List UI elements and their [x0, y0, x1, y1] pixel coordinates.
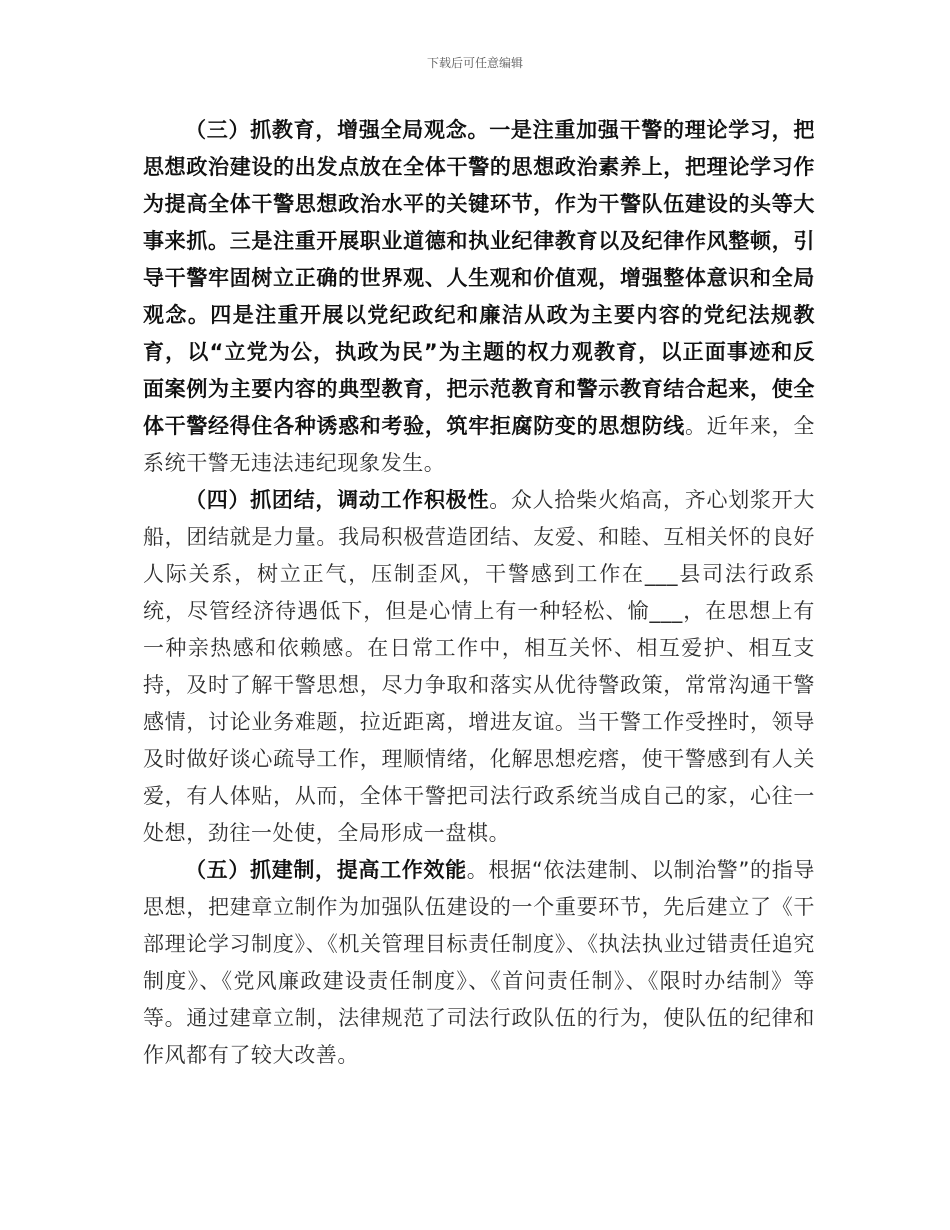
document-body	[143, 112, 815, 1074]
paragraph-education	[143, 112, 815, 482]
page-header-note: 下载后可任意编辑	[426, 56, 523, 70]
paragraph-text: 。众人拾柴火焰高，齐心划浆开大船，团结就是力量。我局积极营造团结、友爱、和睦、互相关怀的良好人际关系，树立正气，压制歪风，干警感到工作在___县司法行政系统，尽管经济待遇低下，但是心情上有一种轻松、愉___，在思想上有一种亲热感和依赖感。在日常工作中，相互关怀、相互爱护、相互支持，及时了解干警思想，尽力争取和落实从优待警政策，常常沟通干警感情，讨论业务难题，拉近距离，增进友谊。当干警工作受挫时，领导及时做好谈心疏导工作，理顺情绪，化解思想疙瘩，使干警感到有人关爱，有人体贴，从而，全体干警把司法行政系统当成自己的家，心往一处想，劲往一处使，全局形成一盘棋。	[143, 488, 815, 845]
paragraph-heading-bold: （五）抓建制，提高工作效能	[185, 858, 467, 882]
paragraph-text: 。根据“依法建制、以制治警”的指导思想，把建章立制作为加强队伍建设的一个重要环节，先后建立了《干部理论学习制度》、《机关管理目标责任制度》、《执法执业过错责任追究制度》、《党风廉政建设责任制度》、《首问责任制》、《限时办结制》等等。通过建章立制，法律规范了司法行政队伍的行为，使队伍的纪律和作风都有了较大改善。	[143, 858, 815, 1067]
paragraph-text: 。近年来，全系统干警无违法违纪现象发生。	[143, 414, 815, 475]
paragraph-heading-bold: （四）抓团结，调动工作积极性	[185, 488, 490, 512]
paragraph-unity	[143, 482, 815, 852]
paragraph-institution	[143, 852, 815, 1074]
paragraph-heading-bold: （三）抓教育，增强全局观念。一是注重加强干警的理论学习，把思想政治建设的出发点放在全体干警的思想政治素养上，把理论学习作为提高全体干警思想政治水平的关键环节，作为干警队伍建设的头等大事来抓。三是注重开展职业道德和执业纪律教育以及纪律作风整顿，引导干警牢固树立正确的世界观、人生观和价值观，增强整体意识和全局观念。四是注重开展以党纪政纪和廉洁从政为主要内容的党纪法规教育，以“立党为公，执政为民”为主题的权力观教育，以正面事迹和反面案例为主要内容的典型教育，把示范教育和警示教育结合起来，使全体干警经得住各种诱惑和考验，筑牢拒腐防变的思想防线	[143, 118, 815, 438]
